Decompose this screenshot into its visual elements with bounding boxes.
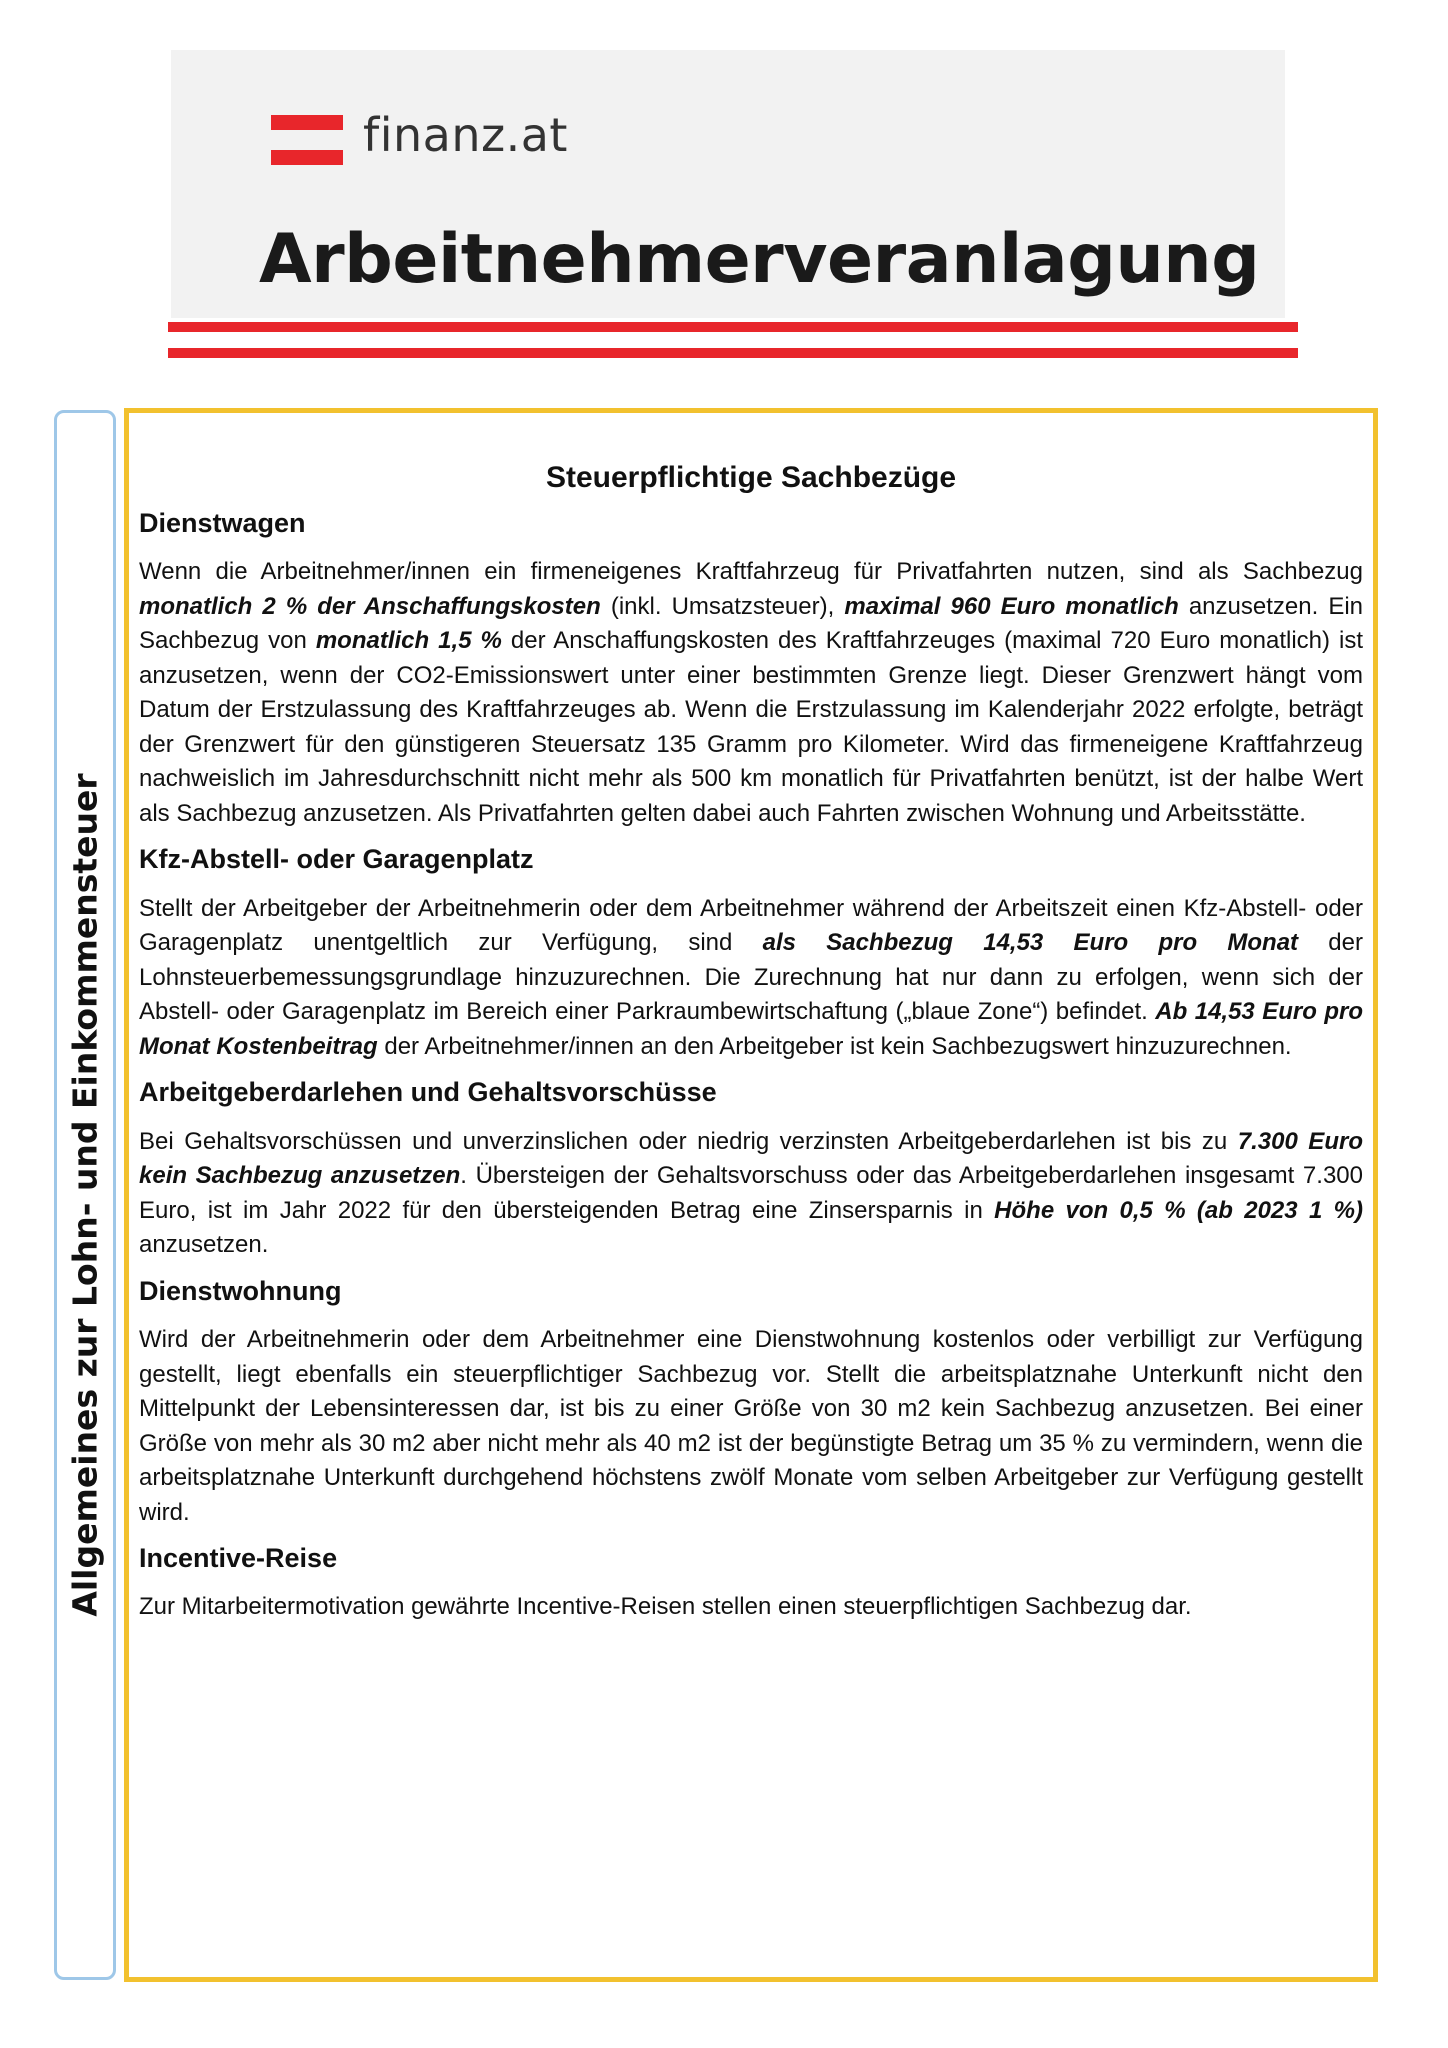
- section-text: [139, 555, 1363, 831]
- emphasis-text: maximal 960 Euro monatlich: [844, 592, 1179, 620]
- section-text: [139, 1323, 1363, 1530]
- body-text: Zur Mitarbeitermotivation gewährte Incentive-Reisen stellen einen steuerpflichtigen Sachbezug dar.: [139, 1593, 1192, 1621]
- body-text: . Übersteigen der Gehaltsvorschuss oder das Arbeitgeberdarlehen insgesamt 7.300 Euro, ist im Jahr 2022 für den übersteigenden Betrag eine Zinsersparnis in: [139, 1162, 1363, 1224]
- section-heading: Kfz-Abstell- oder Garagenplatz: [139, 844, 534, 875]
- section-text: [139, 1125, 1363, 1263]
- body-text: anzusetzen.: [139, 1231, 269, 1259]
- section-heading: Dienstwohnung: [139, 1275, 342, 1306]
- flag-stripe-top: [271, 115, 343, 130]
- body-text: Wenn die Arbeitnehmer/innen ein firmeneigenes Kraftfahrzeug für Privatfahrten nutzen, sind als Sachbezug: [139, 558, 1363, 586]
- emphasis-text: Höhe von 0,5 % (ab 2023 1 %): [994, 1196, 1363, 1224]
- body-text: (inkl. Umsatzsteuer),: [600, 592, 845, 620]
- emphasis-text: Ab 14,53 Euro pro Monat Kostenbeitrag: [139, 998, 1363, 1060]
- section-text: [139, 892, 1363, 1065]
- side-category-tab: [54, 410, 116, 1980]
- body-text: Wird der Arbeitnehmerin oder dem Arbeitnehmer eine Dienstwohnung kostenlos oder verbilligt zur Verfügung gestellt, liegt ebenfalls ein steuerpflichtiger Sachbezug vor. Stellt die arbeitsplatznahe Unterkunft nicht den Mittelpunkt der Lebensinteressen dar, ist bis zu einer Größe von 30 m2 kein Sachbezug anzusetzen. Bei einer Größe von mehr als 30 m2 aber nicht mehr als 40 m2 ist der begünstigte Betrag um 35 % zu vermindern, wenn die arbeitsplatznahe Unterkunft durchgehend höchstens zwölf Monate vom selben Arbeitgeber zur Verfügung gestellt wird.: [139, 1326, 1363, 1526]
- body-text: der Anschaffungskosten des Kraftfahrzeuges (maximal 720 Euro monatlich) ist anzusetzen, wenn der CO2-Emissionswert unter einer bestimmten Grenze liegt. Dieser Grenzwert hängt vom Datum der Erstzulassung des Kraftfahrzeuges ab. Wenn die Erstzulassung im Kalenderjahr 2022 erfolgte, beträgt der Grenzwert für den günstigeren Steuersatz 135 Gramm pro Kilometer. Wird das firmeneigene Kraftfahrzeug nachweislich im Jahresdurchschnitt nicht mehr als 500 km monatlich für Privatfahrten benützt, ist der halbe Wert als Sachbezug anzusetzen. Als Privatfahrten gelten dabei auch Fahrten zwischen Wohnung und Arbeitsstätte.: [139, 627, 1363, 827]
- header-rule-bottom: [168, 348, 1298, 358]
- body-text: der Arbeitnehmer/innen an den Arbeitgeber ist kein Sachbezugswert hinzuzurechnen.: [377, 1032, 1292, 1060]
- flag-stripe-bottom: [271, 150, 343, 165]
- emphasis-text: als Sachbezug 14,53 Euro pro Monat: [762, 929, 1299, 957]
- section-heading: Incentive-Reise: [139, 1543, 338, 1574]
- body-text: Bei Gehaltsvorschüssen und unverzinslichen oder niedrig verzinsten Arbeitgeberdarlehen ist bis zu: [139, 1127, 1238, 1155]
- side-category-label: Allgemeines zur Lohn- und Einkommensteuer: [65, 773, 105, 1617]
- page-title: Arbeitnehmerveranlagung: [259, 220, 1260, 299]
- emphasis-text: monatlich 2 % der Anschaffungskosten: [139, 592, 601, 620]
- content-frame: [124, 408, 1378, 1982]
- document-title: Steuerpflichtige Sachbezüge: [545, 461, 957, 494]
- emphasis-text: monatlich 1,5 %: [315, 627, 502, 655]
- body-text: Stellt der Arbeitgeber der Arbeitnehmerin oder dem Arbeitnehmer während der Arbeitszeit einen Kfz-Abstell- oder Garagenplatz unentgeltlich zur Verfügung, sind: [139, 894, 1363, 957]
- body-text: anzusetzen. Ein Sachbezug von: [139, 592, 1364, 655]
- emphasis-text: 7.300 Euro kein Sachbezug anzusetzen: [139, 1127, 1363, 1190]
- header-banner: [171, 50, 1285, 318]
- section-heading: Dienstwagen: [139, 508, 306, 538]
- section-text: [139, 1590, 1363, 1625]
- brand-logo-text: finanz.at: [363, 108, 568, 162]
- header-rule-top: [168, 322, 1298, 332]
- content-body: [139, 461, 1363, 1637]
- austria-flag-icon: [271, 115, 343, 165]
- section-heading: Arbeitgeberdarlehen und Gehaltsvorschüsse: [139, 1077, 717, 1108]
- body-text: der Lohnsteuerbemessungsgrundlage hinzuzurechnen. Die Zurechnung hat nur dann zu erfolgen, wenn sich der Abstell- oder Garagenplatz im Bereich einer Parkraumbewirtschaftung („blaue Zone“) befindet.: [139, 929, 1363, 1026]
